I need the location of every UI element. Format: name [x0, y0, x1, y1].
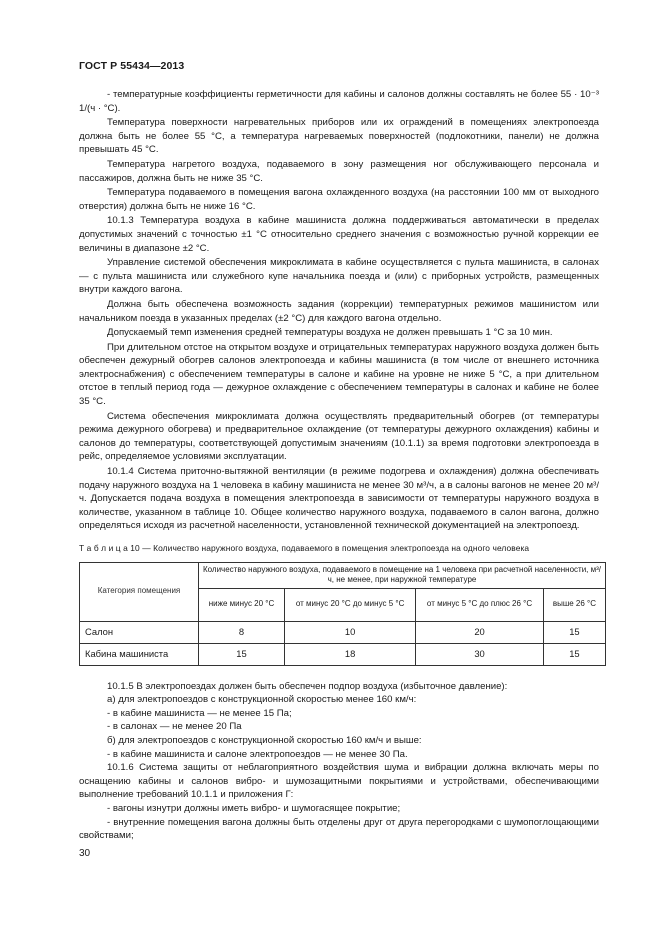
table-cell: 15 [543, 621, 605, 643]
paragraph: - в кабине машиниста — не менее 15 Па; [107, 707, 292, 719]
table-header-group: Количество наружного воздуха, подаваемого в помещение на 1 человека при расчетной населенности, м³/ч, не менее, при наружной температуре [199, 562, 606, 588]
paragraph: а) для электропоездов с конструкционной скоростью менее 160 км/ч: [107, 694, 417, 706]
paragraph: б) для электропоездов с конструкционной скоростью 160 км/ч и выше: [107, 734, 422, 746]
table-header-category: Категория помещения [80, 562, 199, 621]
paragraph: Температура нагретого воздуха, подаваемого в зону размещения ног обслуживающего персонала и пассажиров, должна быть не ниже 35 °С. [79, 158, 599, 184]
paragraph: При длительном отстое на открытом воздухе и отрицательных температурах наружного воздуха должен быть обеспечен дежурный обогрев салонов электропоезда и кабины машиниста (в том числе от внешнего источника электроснабжения) с обеспечением температуры в салоне и кабине на уровне не ниже 5 °С, а при длительном отстое в теплый период года — дежурное охлаждение с обеспечением температуры в салонах и кабине не более 35 °С. [79, 341, 599, 408]
table-cell: 15 [199, 643, 285, 665]
table-cell: 10 [285, 621, 416, 643]
paragraph: - внутренние помещения вагона должны быть отделены друг от друга перегородками с шумопоглощающими свойствами; [79, 816, 599, 842]
table-cell: 18 [285, 643, 416, 665]
page-number: 30 [79, 848, 91, 859]
paragraph: 10.1.4 Система приточно-вытяжной вентиляции (в режиме подогрева и охлаждения) должна обеспечивать подачу наружного воздуха на 1 человека в кабину машиниста не менее 30 м³/ч, а в салоны вагонов не менее 20 м³/ч. Допускается подача воздуха в помещения электропоезда в зависимости от температуры наружного воздуха в количестве, указанном в таблице 10. Общее количество наружного воздуха, подаваемого в салон вагона, должно определяться исходя из расчетной населенности, установленной технической документацией на электропоезд. [79, 466, 599, 532]
table-row [80, 643, 606, 665]
paragraph: 10.1.6 Система защиты от неблагоприятного воздействия шума и вибрации должна включать меры по оснащению кабины и салонов вибро- и шумозащитными покрытиями и устройствами, обеспечивающими выполнение требований 10.1.1 и приложения Г: [79, 762, 599, 801]
document-header: ГОСТ Р 55434—2013 [79, 60, 185, 72]
paragraph: Управление системой обеспечения микроклимата в кабине осуществляется с пульта машиниста, в салонах — с пульта машиниста или служебного купе начальника поезда и (или) с приборных устройств, размещенных внутри каждого вагона. [79, 257, 599, 296]
table-header-column: выше 26 °С [543, 588, 605, 621]
paragraph: Допускаемый темп изменения средней температуры воздуха не должен превышать 1 °С за 10 мин. [107, 327, 553, 339]
table-row-label: Салон [80, 621, 199, 643]
table-caption: Т а б л и ц а 10 — Количество наружного воздуха, подаваемого в помещения электропоезда на одного человека [79, 543, 530, 553]
paragraph: - температурные коэффициенты герметичности для кабины и салонов должны составлять не более 55 · 10⁻³ 1/(ч · °С). [79, 89, 599, 114]
paragraph: - в салонах — не менее 20 Па [107, 721, 242, 733]
paragraph: Должна быть обеспечена возможность задания (коррекции) температурных режимов машинистом или начальником поезда в указанных пределах (±2 °С) для каждого вагона отдельно. [79, 298, 599, 324]
table-row-label: Кабина машиниста [80, 643, 199, 665]
table-cell: 30 [416, 643, 544, 665]
paragraph: Температура поверхности нагревательных приборов или их ограждений в помещениях электропоезда должна быть не более 55 °С, а температура нагреваемых поверхностей (подлокотники, панели) не должна превышать 45 °С. [79, 117, 599, 156]
table-header-column: ниже минус 20 °С [199, 588, 285, 621]
paragraph: Система обеспечения микроклимата должна осуществлять предварительный обогрев (от температуры режима дежурного обогрева) и предварительное охлаждение (от температуры дежурного охлаждения) кабины и салонов до температуры, соответствующей допустимым значениям (10.1.1) за время подготовки электропоезда в рейс, определяемое условиями эксплуатации. [79, 410, 599, 463]
table-cell: 8 [199, 621, 285, 643]
table-header-column: от минус 5 °С до плюс 26 °С [416, 588, 544, 621]
table-row [80, 621, 606, 643]
document-body [79, 88, 599, 843]
paragraph: 10.1.5 В электропоездах должен быть обеспечен подпор воздуха (избыточное давление): [107, 680, 508, 692]
paragraph: - в кабине машиниста и салоне электропоездов — не менее 30 Па. [107, 748, 408, 760]
table-header-column: от минус 20 °С до минус 5 °С [285, 588, 416, 621]
paragraph: - вагоны изнутри должны иметь вибро- и шумогасящее покрытие; [107, 802, 401, 814]
paragraph: 10.1.3 Температура воздуха в кабине машиниста должна поддерживаться автоматически в пределах допустимых значений с точностью ±1 °С относительно среднего значения с возможностью ручной коррекции ее величины в диапазоне ±2 °С. [79, 215, 599, 254]
outdoor-air-table [79, 562, 606, 666]
paragraph: Температура подаваемого в помещения вагона охлажденного воздуха (на расстоянии 100 мм от выходного отверстия) должна быть не ниже 16 °С. [79, 187, 599, 212]
table-cell: 20 [416, 621, 544, 643]
table-cell: 15 [543, 643, 605, 665]
